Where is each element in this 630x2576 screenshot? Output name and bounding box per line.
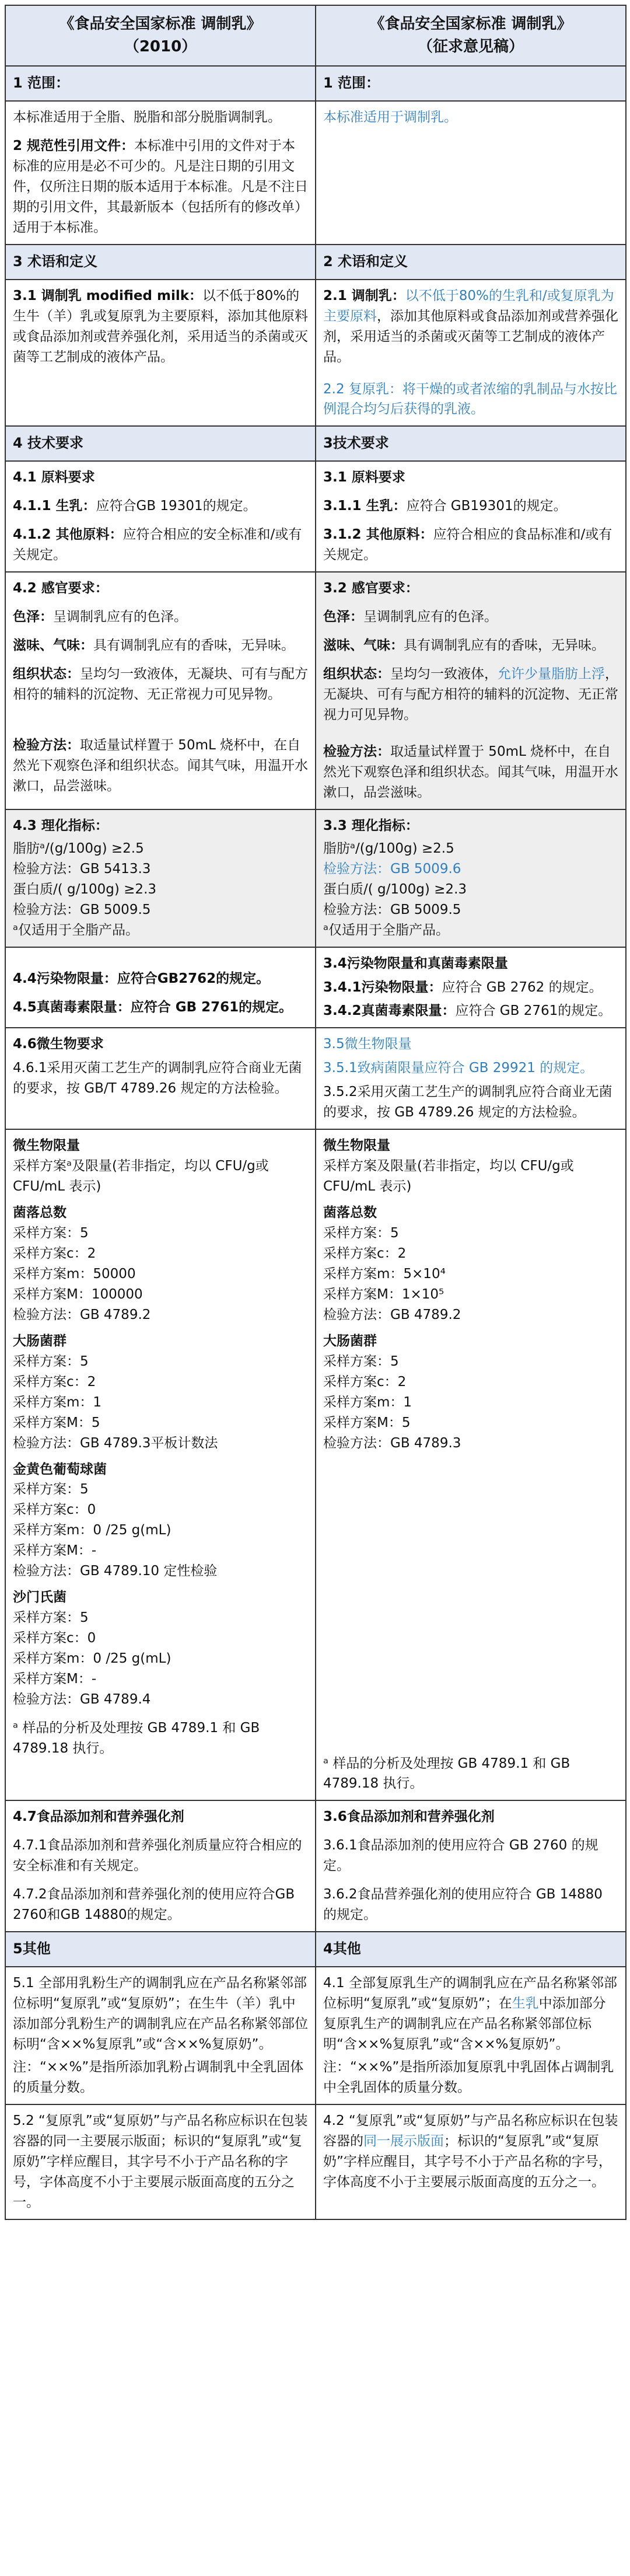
right-micro-plan-line: 采样方案：5 [323, 1353, 399, 1369]
left-fat: 脂肪ᵃ/(g/100g) ≥2.5 [13, 840, 144, 856]
right-additives-1: 3.6.1食品添加剂的使用应符合 GB 2760 的规定。 [323, 1838, 598, 1874]
right-scope-text: 本标准适用于调制乳。 [323, 110, 457, 125]
left-micro-organism-name: 大肠菌群 [13, 1333, 66, 1349]
right-physchem-note: ᵃ仅适用于全脂产品。 [323, 922, 450, 938]
left-taste: 滋味、气味：具有调制乳应有的香味，无异味。 [13, 638, 295, 654]
left-micro-list [13, 1203, 308, 1710]
left-protein: 蛋白质/( g/100g) ≥2.3 [13, 881, 157, 897]
left-definition: 3.1 调制乳 modified milk：以不低于80%的生牛（羊）乳或复原乳为主要原料，添加其他原料或食品添加剂或营养强化剂，采用适当的杀菌或灭菌等工艺制成的液体产品。 [13, 288, 308, 365]
left-micro-plan-line: 采样方案m：0 /25 g(mL) [13, 1651, 172, 1667]
right-micro-plan-line: 采样方案M：1×10⁵ [323, 1286, 444, 1302]
section-others-header [5, 1932, 626, 1967]
right-micro-list [323, 1203, 618, 1453]
left-additives-2: 4.7.2食品添加剂和营养强化剂的使用应符合GB 2760和GB 14880的规定。 [13, 1887, 295, 1923]
right-others-1-cell [316, 1967, 626, 2104]
raw-material-row [5, 461, 626, 572]
physchem-row [5, 809, 626, 947]
left-micro-plan-line: 采样方案：5 [13, 1226, 89, 1241]
right-micro-organism-name: 菌落总数 [323, 1205, 377, 1221]
left-contaminants: 4.4污染物限量：应符合GB2762的规定。 [13, 971, 270, 986]
right-terms-heading: 2 术语和定义 [316, 245, 626, 280]
right-additives-2: 3.6.2食品营养强化剂的使用应符合 GB 14880 的规定。 [323, 1887, 603, 1923]
right-physchem-heading: 3.3 理化指标： [323, 818, 419, 833]
right-micro-note: ᵃ 样品的分析及处理按 GB 4789.1 和 GB 4789.18 执行。 [323, 1755, 570, 1792]
left-micro-organism-name: 菌落总数 [13, 1205, 66, 1221]
left-micro-plan-line: 采样方案M：- [13, 1543, 97, 1559]
left-additives-1: 4.7.1食品添加剂和营养强化剂质量应符合相应的安全标准和有关规定。 [13, 1838, 302, 1874]
left-column-header [5, 5, 316, 66]
left-others-1-cell [5, 1967, 316, 2104]
left-label-note: 注：“××%”是指所添加乳粉占调制乳中全乳固体的质量分数。 [13, 2060, 304, 2095]
left-micro-plan-line: 采样方案c：0 [13, 1502, 96, 1518]
right-additives-cell [316, 1800, 626, 1932]
left-micro-heading: 4.6微生物要求 [13, 1036, 104, 1052]
left-additives-heading: 4.7食品添加剂和营养强化剂 [13, 1809, 184, 1825]
right-contaminants-cell [316, 947, 626, 1028]
right-scope-heading: 1 范围： [316, 66, 626, 101]
left-micro-plan-line: 检验方法：GB 4789.3平板计数法 [13, 1435, 218, 1451]
left-plan-intro: 采样方案ᵃ及限量(若非指定，均以 CFU/g或CFU/mL 表示) [13, 1158, 269, 1195]
scope-row [5, 101, 626, 245]
left-others-heading: 5其他 [5, 1932, 316, 1967]
right-micro-req-cell [316, 1028, 626, 1129]
left-micro-organism-name: 金黄色葡萄球菌 [13, 1461, 107, 1477]
left-additives-cell [5, 1800, 316, 1932]
right-tech-heading: 3技术要求 [316, 426, 626, 461]
section-terms-header [5, 245, 626, 280]
left-sensory-heading: 4.2 感官要求： [13, 581, 108, 596]
left-micro-plan-line: 采样方案：5 [13, 1353, 89, 1369]
right-sensory-heading: 3.2 感官要求： [323, 581, 419, 596]
left-others-2-cell [5, 2104, 316, 2219]
right-title: 《食品安全国家标准 调制乳》 [369, 15, 572, 33]
left-micro-limits-cell [5, 1129, 316, 1800]
left-fat-method: 检验方法：GB 5413.3 [13, 861, 151, 877]
right-fat: 脂肪ᵃ/(g/100g) ≥2.5 [323, 840, 454, 856]
right-display-rule: 4.2 “复原乳”或“复原奶”与产品名称应标识在包装容器的同一展示版面；标识的“复原乳”或“复原奶”字样应醒目，其字号不小于产品名称的字号，字体高度不小于主要展示版面高度的五分之一。 [323, 2113, 618, 2190]
right-micro-plan-line: 采样方案M：5 [323, 1415, 411, 1430]
right-color: 色泽：呈调制乳应有的色泽。 [323, 609, 498, 625]
left-micro-plan-line: 采样方案M：100000 [13, 1286, 143, 1302]
left-micro-note: ᵃ 样品的分析及处理按 GB 4789.1 和 GB 4789.18 执行。 [13, 1720, 260, 1756]
left-raw-cell [5, 461, 316, 572]
right-micro-limits-cell [316, 1129, 626, 1800]
right-contaminants-heading: 3.4污染物限量和真菌毒素限量 [323, 955, 508, 971]
right-contaminants: 3.4.1污染物限量：应符合 GB 2762 的规定。 [323, 979, 603, 995]
left-mycotoxins: 4.5真菌毒素限量：应符合 GB 2761的规定。 [13, 999, 293, 1015]
comparison-table [5, 5, 626, 2220]
right-label-rule: 4.1 全部复原乳生产的调制乳应在产品名称紧邻部位标明“复原乳”或“复原奶”；在生乳中添加部分复原乳生产的调制乳应在产品名称紧邻部位标明“含××%复原乳”或“含××%复原奶”。 [323, 1975, 617, 2053]
right-micro-plan-line: 采样方案：5 [323, 1226, 399, 1241]
right-subtitle: （征求意见稿） [417, 38, 524, 55]
left-micro-plan-line: 检验方法：GB 4789.10 定性检验 [13, 1563, 218, 1579]
right-taste: 滋味、气味：具有调制乳应有的香味，无异味。 [323, 638, 605, 654]
left-micro-plan-line: 采样方案：5 [13, 1610, 89, 1626]
left-tech-heading: 4 技术要求 [5, 426, 316, 461]
others-row-1 [5, 1967, 626, 2104]
right-micro-plan-line: 检验方法：GB 4789.3 [323, 1435, 461, 1451]
right-micro-text: 3.5.2采用灭菌工艺生产的调制乳应符合商业无菌的要求，按 GB 4789.26 规定的方法检验。 [323, 1084, 612, 1121]
left-physchem-note: ᵃ仅适用于全脂产品。 [13, 922, 139, 938]
left-terms-cell [5, 280, 316, 427]
right-sensory-test: 检验方法：取适量试样置于 50mL 烧杯中，在自然光下观察色泽和组织状态。闻其气味，用温开水漱口，品尝滋味。 [323, 744, 618, 800]
left-micro-plan-line: 采样方案：5 [13, 1482, 89, 1498]
left-normative-refs: 2 规范性引用文件：本标准中引用的文件对于本标准的应用是必不可少的。凡是注日期的引用文件，仅所注日期的版本适用于本标准。凡是不注日期的引用文件，其最新版本（包括所有的修改单）适用于本标准。 [13, 138, 308, 235]
others-row-2 [5, 2104, 626, 2219]
right-column-header [316, 5, 626, 66]
left-color: 色泽：呈调制乳应有的色泽。 [13, 609, 187, 625]
right-others-2-cell [316, 2104, 626, 2219]
right-raw-heading: 3.1 原料要求 [323, 470, 405, 486]
left-label-rule: 5.1 全部用乳粉生产的调制乳应在产品名称紧邻部位标明“复原乳”或“复原奶”；在生牛（羊）乳中添加部分乳粉生产的调制乳应在产品名称紧邻部位标明“含××%复原乳”或“含××%复原奶”。 [13, 1975, 308, 2053]
left-micro-plan-line: 采样方案M：5 [13, 1415, 100, 1430]
right-physchem-cell [316, 809, 626, 947]
right-protein: 蛋白质/( g/100g) ≥2.3 [323, 881, 467, 897]
right-micro-limits [323, 1136, 618, 1794]
right-raw-other: 3.1.2 其他原料：应符合相应的食品标准和/或有关规定。 [323, 527, 612, 563]
right-mycotoxins: 3.4.2真菌毒素限量：应符合 GB 2761的规定。 [323, 1003, 612, 1019]
left-display-rule: 5.2 “复原乳”或“复原奶”与产品名称应标识在包装容器的同一主要展示版面；标识的“复原乳”或“复原奶”字样应醒目，其字号不小于产品名称的字号，字体高度不小于主要展示版面高度的五分之一。 [13, 2113, 308, 2210]
right-micro-heading: 3.5微生物限量 [323, 1036, 412, 1052]
right-raw-cell [316, 461, 626, 572]
left-contaminants-cell [5, 947, 316, 1028]
right-scope-cell [316, 101, 626, 245]
additives-row [5, 1800, 626, 1932]
right-micro-plan-line: 采样方案m：5×10⁴ [323, 1266, 446, 1282]
right-micro-plan-line: 采样方案m：1 [323, 1394, 412, 1410]
left-sensory-test: 检验方法：取适量试样置于 50mL 烧杯中，在自然光下观察色泽和组织状态。闻其气味，用温开水漱口，品尝滋味。 [13, 738, 308, 794]
left-micro-organism-name: 沙门氏菌 [13, 1590, 66, 1605]
left-physchem-heading: 4.3 理化指标： [13, 818, 108, 833]
header-row [5, 5, 626, 66]
left-micro-req-cell [5, 1028, 316, 1129]
right-others-heading: 4其他 [316, 1932, 626, 1967]
right-definition-modified-milk: 2.1 调制乳：以不低于80%的生乳和/或复原乳为主要原料，添加其他原料或食品添加剂或营养强化剂，采用适当的杀菌或灭菌等工艺制成的液体产品。 [323, 288, 618, 365]
left-micro-text: 4.6.1采用灭菌工艺生产的调制乳应符合商业无菌的要求，按 GB/T 4789.26 规定的方法检验。 [13, 1060, 302, 1097]
left-micro-limits [13, 1136, 308, 1759]
left-protein-method: 检验方法：GB 5009.5 [13, 902, 151, 917]
right-texture: 组织状态：呈均匀一致液体，允许少量脂肪上浮，无凝块、可有与配方相符的辅料的沉淀物、无正常视力可见异物。 [323, 666, 618, 723]
left-micro-plan-line: 采样方案m：50000 [13, 1266, 136, 1282]
right-terms-cell [316, 280, 626, 427]
left-scope-heading: 1 范围： [5, 66, 316, 101]
left-micro-plan-line: 采样方案M：- [13, 1671, 97, 1687]
right-protein-method: 检验方法：GB 5009.5 [323, 902, 461, 917]
left-scope-cell [5, 101, 316, 245]
left-micro-title: 微生物限量 [13, 1138, 80, 1154]
left-micro-plan-line: 采样方案m：0 /25 g(mL) [13, 1523, 172, 1538]
left-micro-plan-line: 采样方案c：2 [13, 1374, 96, 1390]
right-sensory-cell [316, 572, 626, 809]
right-micro-plan-line: 检验方法：GB 4789.2 [323, 1307, 461, 1322]
right-plan-intro: 采样方案及限量(若非指定，均以 CFU/g或CFU/mL 表示) [323, 1158, 574, 1195]
right-micro-pathogen: 3.5.1致病菌限量应符合 GB 29921 的规定。 [323, 1060, 594, 1076]
micro-req-row [5, 1028, 626, 1129]
left-micro-plan-line: 采样方案c：2 [13, 1245, 96, 1261]
left-micro-plan-line: 采样方案m：1 [13, 1394, 102, 1410]
left-micro-plan-line: 检验方法：GB 4789.2 [13, 1307, 151, 1322]
right-micro-plan-line: 采样方案c：2 [323, 1374, 407, 1390]
left-raw-heading: 4.1 原料要求 [13, 470, 95, 486]
sensory-row [5, 572, 626, 809]
contaminants-row [5, 947, 626, 1028]
left-raw-milk: 4.1.1 生乳：应符合GB 19301的规定。 [13, 498, 257, 514]
terms-row [5, 280, 626, 427]
right-raw-milk: 3.1.1 生乳：应符合 GB19301的规定。 [323, 498, 567, 514]
left-terms-heading: 3 术语和定义 [5, 245, 316, 280]
left-scope-text: 本标准适用于全脂、脱脂和部分脱脂调制乳。 [13, 110, 281, 125]
left-micro-plan-line: 采样方案c：0 [13, 1631, 96, 1646]
micro-limits-row [5, 1129, 626, 1800]
right-definition-reconstituted-milk: 2.2 复原乳：将干燥的或者浓缩的乳制品与水按比例混合均匀后获得的乳液。 [323, 381, 617, 417]
left-subtitle: （2010） [124, 38, 197, 55]
left-micro-plan-line: 检验方法：GB 4789.4 [13, 1692, 151, 1707]
section-scope-header [5, 66, 626, 101]
left-texture: 组织状态：呈均匀一致液体，无凝块、可有与配方相符的辅料的沉淀物、无正常视力可见异物。 [13, 666, 308, 703]
section-tech-header [5, 426, 626, 461]
left-physchem-cell [5, 809, 316, 947]
left-title: 《食品安全国家标准 调制乳》 [59, 15, 262, 33]
left-sensory-cell [5, 572, 316, 809]
right-micro-title: 微生物限量 [323, 1138, 390, 1154]
left-raw-other: 4.1.2 其他原料：应符合相应的安全标准和/或有关规定。 [13, 527, 302, 563]
right-additives-heading: 3.6食品添加剂和营养强化剂 [323, 1809, 495, 1825]
right-micro-organism-name: 大肠菌群 [323, 1333, 377, 1349]
right-fat-method: 检验方法：GB 5009.6 [323, 861, 461, 877]
right-micro-plan-line: 采样方案c：2 [323, 1245, 407, 1261]
right-label-note: 注：“××%”是指所添加复原乳中乳固体占调制乳中全乳固体的质量分数。 [323, 2060, 614, 2095]
